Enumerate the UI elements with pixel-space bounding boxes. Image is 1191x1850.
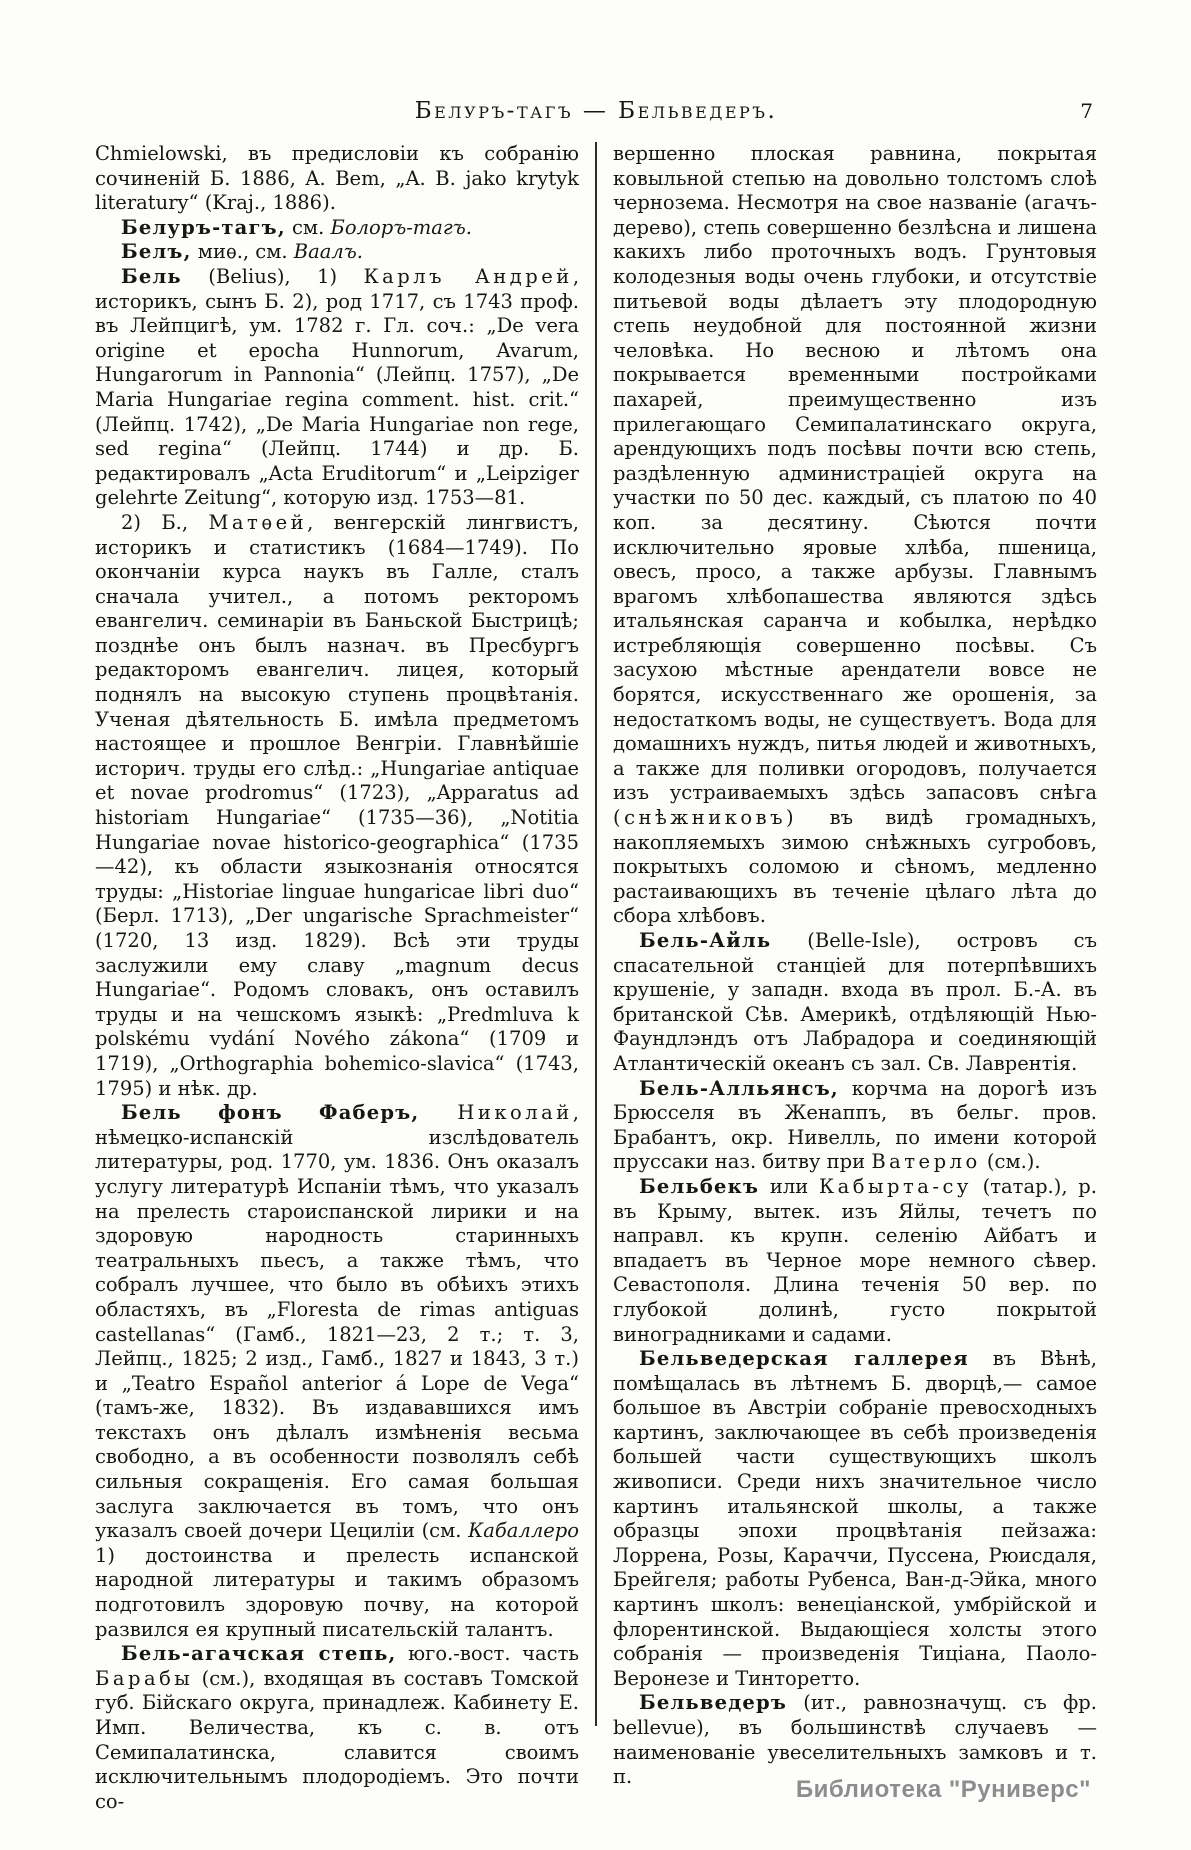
paragraph — [613, 1175, 1097, 1347]
text-segment: , нѣмецко-испанскій изслѣдователь литературы, род. 1770, ум. 1836. Онъ оказалъ услугу литературѣ Испаніи тѣмъ, что указалъ на прелесть староиспанской лирики и на здоровую народность старинныхъ театральныхъ пьесъ, а также тѣмъ, что собралъ лучшее, что было въ обѣихъ этихъ областяхъ, въ „Floresta de rimas antiguas castellanas“ (Гамб., 1821—23, 2 т.; т. 3, Лейпц., 1825; 2 изд., Гамб., 1827 и 1843, 3 т.) и „Teatro Español anterior á Lope de Vega“ (тамъ-же, 1832). Въ издававшихся имъ текстахъ онъ дѣлалъ измѣненія весьма свободно, а въ особенности позволялъ себѣ сильныя сокращенія. Его самая большая заслуга заключается въ томъ, что онъ указалъ своей дочери Цециліи (см. — [95, 1101, 579, 1543]
watermark: Библиотека "Руниверс" — [795, 1776, 1091, 1803]
text-segment: юго.-вост. часть — [396, 1642, 579, 1666]
entry-headword: Бель фонъ Фаберъ, — [121, 1101, 420, 1125]
entry-headword: Бель-Алльянсъ, — [639, 1076, 839, 1100]
right-column — [613, 142, 1097, 1814]
text-segment: см. — [285, 215, 331, 239]
text-block — [95, 142, 1097, 1814]
text-segment: (снѣжниковъ) — [613, 806, 798, 830]
text-segment: Ватерло — [871, 1150, 981, 1174]
text-segment: корчма на дорогѣ изъ Брюсселя въ Женаппъ, въ бельг. пров. Брабантъ, окр. Нивелль, по имени которой пруссаки наз. битву при — [613, 1076, 1097, 1174]
entry-headword: Бель-Айль — [639, 929, 772, 952]
text-segment: (см.). — [980, 1150, 1041, 1174]
text-segment: 1) достоинства и прелесть испанской народной литературы и такимъ образомъ подготовилъ здоровую почву, на которой развился ея крупный писательскій талантъ. — [95, 1543, 579, 1641]
text-segment: (татар.), р. въ Крыму, вытек. изъ Яйлы, течетъ по направл. къ крупн. селенію Айбатъ и впадаетъ въ Черное море немного сѣвер. Севастополя. Длина теченія 50 вер. по глубокой долинѣ, густо покрытой виноградниками и садами. — [613, 1174, 1097, 1346]
paragraph — [95, 511, 579, 1101]
text-segment: (ит., равнозначущ. съ фр. bellevue), въ большинствѣ случаевъ — наименованіе увеселительныхъ замковъ и т. п. — [613, 1691, 1097, 1789]
text-segment: Ваалъ. — [293, 240, 363, 264]
running-head — [95, 98, 1097, 132]
paragraph — [95, 1101, 579, 1642]
paragraph — [95, 142, 579, 216]
page-number: 7 — [1080, 99, 1093, 123]
running-title: Белуръ-тагъ — Бельведеръ. — [414, 98, 778, 124]
text-segment: (Belius), 1) — [181, 264, 364, 288]
text-segment: Chmielowski, въ предисловіи къ собранію сочиненій Б. 1886, A. Bem, „A. B. jako krytyk literatury“ (Kraj., 1886). — [95, 142, 579, 215]
text-segment: въ видѣ громадныхъ, накопляемыхъ зимою снѣжныхъ сугробовъ, покрытыхъ соломою и сѣномъ, медленно растаивающихъ въ теченіе цѣлаго лѣта до сбора хлѣбовъ. — [613, 806, 1097, 928]
entry-headword: Белуръ-тагъ, — [121, 215, 286, 239]
paragraph — [613, 929, 1097, 1077]
paragraph — [95, 240, 579, 265]
entry-headword: Бель — [121, 264, 182, 288]
text-segment: , венгерскій лингвистъ, историкъ и статистикъ (1684—1749). По окончаніи курса наукъ въ Галле, сталъ сначала учител., а потомъ ректоромъ евангелич. семинаріи въ Баньской Быстрицѣ; позднѣе онъ былъ назнач. въ Пресбургъ редакторомъ евангелич. лицея, который поднялъ на высокую ступень процвѣтанія. Ученая дѣятельность Б. имѣла предметомъ настоящее и прошлое Венгріи. Главнѣйшіе историч. труды его слѣд.: „Hungariae antiquae et novae prodromus“ (1723), „Apparatus ad historiam Hungariae“ (1735—36), „Notitia Hungariae novae historico-geographica“ (1735—42), къ области языкознанія относятся труды: „Historiae linguae hungaricae libri duo“ (Берл. 1713), „Der ungarische Sprachmeister“ (1720, 13 изд. 1829). Всѣ эти труды заслужили ему славу „magnum decus Hungariae“. Родомъ словакъ, онъ оставилъ труды и на чешскомъ языкѣ: „Predmluva k polskému vydání Nového zákona“ (1709 и 1719), „Orthographia bohemico-slavica“ (1743, 1795) и нѣк. др. — [95, 510, 579, 1100]
text-segment: вершенно плоская равнина, покрытая ковыльной степью на довольно толстомъ слоѣ чернозема. Несмотря на свое названіе (агачъ-дерево), степь совершенно безлѣсна и лишена какихъ либо проточныхъ водъ. Грунтовыя колодезныя воды очень глубоки, и отсутствіе питьевой воды дѣлаетъ эту плодородную степь неудобной для постоянной жизни человѣка. Но весною и лѣтомъ она покрывается временными постройками пахарей, преимущественно изъ прилегающаго Семипалатинскаго округа, арендующихъ подъ посѣвы почти всю степь, раздѣленную администраціей округа на участки по 50 дес. каждый, съ платою по 40 коп. за десятину. Сѣются почти исключительно яровые хлѣба, пшеница, овесъ, просо, а также арбузы. Главнымъ врагомъ хлѣбопашества являются здѣсь итальянская саранча и кобылка, нерѣдко истребляющія совершенно посѣвы. Съ засухою мѣстные арендатели вовсе не борятся, искусственнаго же орошенія, за недостаткомъ воды, не существуетъ. Вода для домашнихъ нуждъ, питья людей и животныхъ, а также для поливки огородовъ, получается изъ устраиваемыхъ здѣсь запасовъ снѣга — [613, 142, 1097, 805]
paragraph — [613, 1347, 1097, 1691]
text-segment: Карлъ Андрей — [363, 264, 573, 288]
text-segment: Матѳей — [208, 510, 308, 534]
entry-headword: Бельбекъ — [639, 1174, 760, 1198]
text-segment: Николай — [419, 1101, 573, 1125]
text-segment: , историкъ, сынъ Б. 2), род 1717, съ 1743 проф. въ Лейпцигѣ, ум. 1782 г. Гл. соч.: „De vera origine et epocha Hunnorum, Avarum, Hungarorum in Pannonia“ (Лейпц. 1757), „De Maria Hungariae regina comment. hist. crit.“ (Лейпц. 1742), „De Maria Hungariae non rege, sed regina“ (Лейпц. 1744) и др. Б. редактировалъ „Acta Eruditorum“ и „Leipziger gelehrte Zeitung“, которую изд. 1753—81. — [95, 264, 580, 510]
text-segment: 2) Б., — [121, 510, 209, 534]
text-segment: Кабаллеро — [468, 1519, 579, 1543]
left-column — [95, 142, 579, 1814]
text-segment: (Belle-Isle), островъ съ спасательной станціей для потерпѣвшихъ крушеніе, у западн. входа въ прол. Б.-А. въ британской Сѣв. Америкѣ, отдѣляющій Нью-Фаундлэндъ отъ Лабрадора и соединяющій Атлантическій океанъ съ зал. Св. Лаврентія. — [613, 929, 1097, 1075]
paragraph — [95, 1642, 579, 1814]
entry-headword: Бельведеръ — [639, 1691, 788, 1715]
text-segment: Барабы — [95, 1666, 194, 1690]
entry-headword: Белъ, — [121, 240, 192, 264]
paragraph — [613, 1077, 1097, 1175]
text-segment: въ Вѣнѣ, помѣщалась въ лѣтнемъ Б. дворцѣ,— самое большое въ Австріи собраніе превосходныхъ картинъ, заключающее въ себѣ произведенія большей части существующихъ школъ живописи. Среди нихъ значительное число картинъ итальянской школы, а также образцы эпохи процвѣтанія пейзажа: Лоррена, Розы, Караччи, Пуссена, Рюисдаля, Брейгеля; работы Рубенса, Ван-д-Эйка, много картинъ школъ: венеціанской, умбрійской и флорентинской. Выдающіеся холсты этого собранія — произведенія Тиціана, Паоло-Веронезе и Тинторетто. — [613, 1347, 1098, 1690]
text-segment: Кабырта-су — [819, 1174, 972, 1198]
column-divider — [595, 142, 597, 1726]
paragraph — [95, 216, 579, 241]
paragraph — [613, 142, 1097, 929]
entry-headword: Бель-агачская степь, — [121, 1642, 397, 1666]
text-segment: или — [759, 1174, 820, 1198]
paragraph — [95, 265, 579, 511]
text-segment: (см.), входящая въ составъ Томской губ. Бійскаго округа, принадлеж. Кабинету Е. Имп. Величества, къ с. в. отъ Семипалатинска, славится своимъ исключительнымъ плодородіемъ. Это почти со- — [95, 1666, 579, 1813]
text-segment: Болоръ-тагъ. — [330, 215, 472, 239]
entry-headword: Бельведерская галлерея — [639, 1347, 969, 1371]
text-segment: миѳ., см. — [191, 240, 294, 264]
